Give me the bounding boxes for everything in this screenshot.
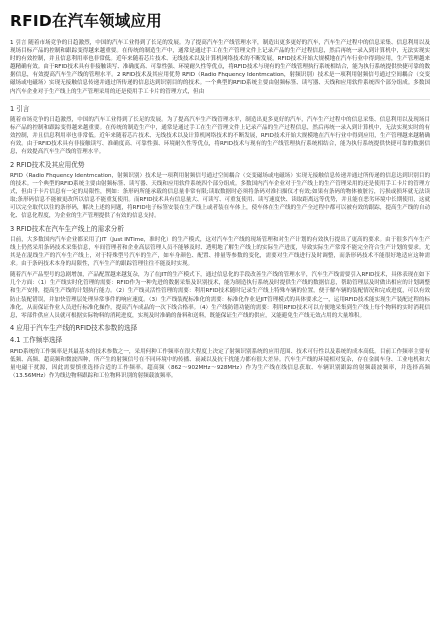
section-frequency-selection bbox=[10, 336, 430, 380]
section-heading: 2 RFID技术及其应用优势 bbox=[10, 160, 85, 169]
body-paragraph: 随着市场竞争的日趋激烈，中国的汽车工业得到了长足的发展。为了提高汽车生产线管理水平，制造出更多更好的汽车，汽车生产过程中的信息采集、信息利用以及现场目标产品的控制和跟踪变得越来越重要。在传统的制造生产中，通常是通过手工在生产管理文件上记录产品的生产过程信息，然后再统一录入到计算机中，无法实现实时的有效控制，并且信息利用率也非常低。近年来随着芯片技术、无线技术以及计算机网络技术的不断发展，RFID技术开始大规模地在汽车行业中得到应用，生产管理越来越精确有效。由于RFID技术具有非接触读写、准确度高、可靠性强、环境耐久性等优点，将RFID技术与现有的生产线管理执行系统相结合，能为执行系统提供快捷可靠的数据信息，有效提高汽车生产线的管理水平。 bbox=[10, 117, 430, 156]
divider bbox=[10, 99, 430, 100]
section-heading: 4.1 工作频率选择 bbox=[10, 336, 63, 345]
page-title: RFID在汽车领域应用 bbox=[10, 12, 162, 30]
intro-paragraph: 1 引言 随着市场竞争的日趋激烈，中国的汽车工业得到了长足的发展。为了提高汽车生产线管理水平，制造出更多更好的汽车，汽车生产过程中的信息采集、信息利用以及现场目标产品的控制和跟踪变得越来越重要。在传统的制造生产中，通常是通过手工在生产管理文件上记录产品的生产过程信息，然后再统一录入到计算机中，无法实现实时的有效控制，并且信息利用率也非常低。近年来随着芯片技术、无线技术以及计算机网络技术的不断发展，RFID技术开始大规模地在汽车行业中得到应用，生产管理越来越精确有效。由于RFID技术具有非接触读写、准确度高、可靠性强、环境耐久性等优点，将RFID技术与现有的生产线管理执行系统相结合，能为执行系统提供快捷可靠的数据信息，有效提高汽车生产线的管理水平。2 RFID技术及其应用优势 RFID（Radio Fhquency Identmcation，射频识别）技术是一项利用射频信号通过空间耦合（交变磁场或电磁场）实现无接触信息传递并通过所传递的信息达到识别目的的技术。一个典型的RFID系统主要由射频标签、读写器、天线和应用软件系统四个部分组成。多数国内汽车企业对于生产线上的生产管理采用的还是使用手工卡片的管理方式，但由 bbox=[10, 40, 430, 95]
body-paragraph: RFID（Radio Fhquency Identmcation，射频识别）技术是一项利用射频信号通过空间耦合（交变磁场或电磁场）实现无接触信息传递并通过所传递的信息达到识别目的的技术。一个典型的RFID系统主要由射频标签、读写器、天线和应用软件系统四个部分组成。多数国内汽车企业对于生产线上的生产管理采用的还是使用手工卡片的管理方式，但由于卡片信息有一定的局限性，例如：条形码所能承载的信息量非常有限;读取数据时必须将条码对准扫描仪才有效;如果有条码的物体被脏污，污损或损坏就无法读取;条形码信息不能被更改所以信息不能重复使用。而RFID技术具有信息量大、可读写、可重复使用、读写速度快、读取距离远等优势，并且能在恶劣环境中长期使用，这就可以完全取代以往的条形码，解决上述的问题，将RFID电子标签安装在生产线上或者装在车体上，使车体在生产线的生产全过程中都可以被有效的跟踪，提高生产线的自动化、信息化程度，为企业的生产管理提供了有效的信息支持。 bbox=[10, 172, 430, 220]
section-heading: 3 RFID技术在汽车生产线上的需求分析 bbox=[10, 224, 124, 233]
section-heading: 1 引言 bbox=[10, 104, 30, 113]
section-heading: 4 应用于汽车生产线的RFID技术参数的选择 bbox=[10, 323, 138, 332]
intro-summary bbox=[10, 39, 430, 96]
section-requirements-analysis bbox=[10, 225, 430, 320]
section-rfid-advantages bbox=[10, 161, 430, 221]
body-paragraph: 随着汽车产品型号的急剧增加，产品配置越来越复杂，为了在JIT的生产模式下，通过信息化的手段改善生产线的管理水平，汽车生产线需要引入RFID技术，具体表现在如下几个方面：（1）生产线实时化管理的需要：RFID作为一种先进的数据采集及识别技术，能为制造执行系统及时提供生产线的数据信息，帮助管理层及时做出相应的计划调整和生产安排，提高生产线的计划执行能力。（2）生产线灵活性管理的需要：利用RFID技术随时记录生产线上特殊车辆的位置，便于解车辆的装配情况和完成进度，可以有效防止装配错误，并加快管理层处理异常事件的响应速度。（3）生产线装配标准化的需要：标准化作业是JIT管理模式的具体要求之一，运用RFID技术能实现生产装配过程的标准化，从而保证作业人员进行标准化操作，提高汽车成品的一次下线合格率。（4）生产线防错功能的需要：利用RFID技术可以方便地采集到生产线上每个物料的实时消耗信息，零部件供应人员就可根据实际物料的消耗进度，实现及时准确的备料和送料，既能保证生产线的供应，又能避免生产线无效占用的大量堆积。 bbox=[10, 272, 430, 319]
section-introduction bbox=[10, 105, 430, 157]
section-parameter-selection bbox=[10, 324, 430, 332]
body-paragraph: 目前，大多数国内汽车企业都采用了JIT（Just INTime，准时化）的生产模式，这对汽车生产线的现场管理和对生产计划的有效执行提出了更高的要求。由于很多汽车生产线上仍然采用条码技术采集信息，车间管理者和企业高层管理人员不能够及时、透明地了解生产线上的实际生产进度，导致实际生产常常不能完全符合生产计划的要求。尤其是在混线生产的汽车生产线上，对于特殊型号汽车的生产，如车身颜色、配置、排量等参数的变化，需要对生产线进行及时调整，而条形码技术不能很好地适应这种需求。由于条码技术本身的局限性，汽车生产的跟踪管理往往不能及时实现。 bbox=[10, 236, 430, 268]
body-paragraph: RFID系统的工作频率是其最基本的技术参数之一，采用何种工作频率在很大程度上决定了射频识别系统的应用范围、技术可行性以及系统的成本高低。目前工作频率主要有低频、高频、超高频和微波四种，所产生的射频信号在不同环境中的传播、衰减以及抗干扰能力都有很大差异。汽车生产线的环境相对复杂，存在金属车身、工业电机和大量电磁干扰源，因此需要慎重选择合适的工作频率。超高频（862～902MHz～928MHz）作为生产线在线信息获取、车辆识别跟踪的射频载波频率，并选择高频（13.56MHz）作为线边物料跟踪和工位物料识别的射频载波频率。 bbox=[10, 348, 430, 379]
